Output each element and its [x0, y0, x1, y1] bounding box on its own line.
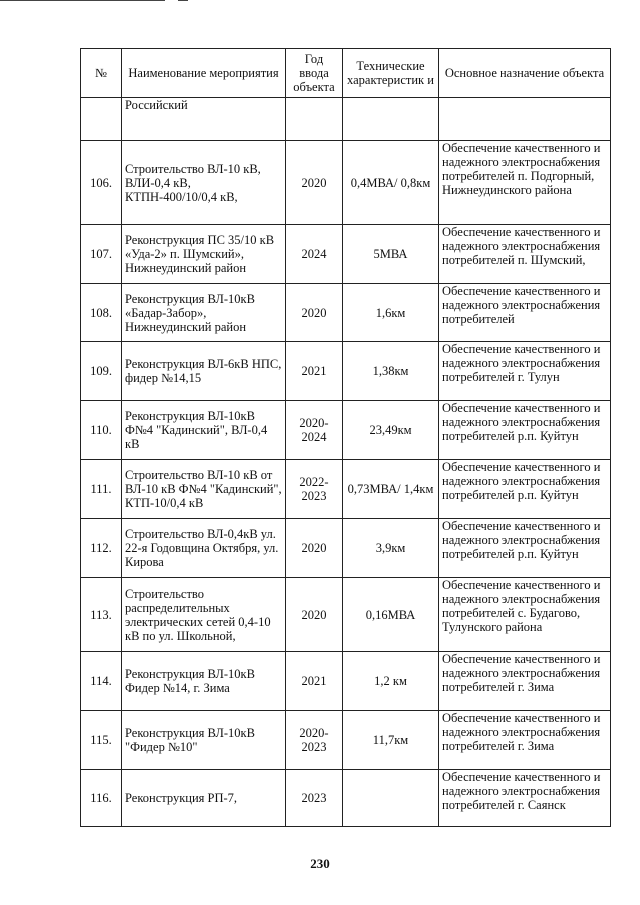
- row-purpose: Обеспечение качественного и надежного электроснабжения потребителей п. Подгорный, Нижнеудинского района: [439, 141, 611, 225]
- header-year: Год ввода объекта: [286, 49, 343, 98]
- table-row: [81, 519, 611, 578]
- row-specs: 11,7км: [343, 711, 439, 770]
- row-year: 2021: [286, 342, 343, 401]
- row-num: 114.: [81, 652, 122, 711]
- page-number: 230: [310, 856, 330, 871]
- row-purpose: Обеспечение качественного и надежного электроснабжения потребителей г. Зима: [439, 711, 611, 770]
- table-row: [81, 401, 611, 460]
- row-specs: 1,38км: [343, 342, 439, 401]
- row-num: 112.: [81, 519, 122, 578]
- row-name: Реконструкция ВЛ-10кВ «Бадар-Забор», Нижнеудинский район: [122, 284, 286, 342]
- row-purpose: Обеспечение качественного и надежного электроснабжения потребителей р.п. Куйтун: [439, 401, 611, 460]
- header-specs: Технические характеристик и: [343, 49, 439, 98]
- row-name: Российский: [122, 98, 286, 141]
- row-year: 2020: [286, 284, 343, 342]
- row-specs: 0,4МВА/ 0,8км: [343, 141, 439, 225]
- row-specs: [343, 98, 439, 141]
- table-row: [81, 460, 611, 519]
- row-purpose: [439, 98, 611, 141]
- row-year: 2020-2023: [286, 711, 343, 770]
- scan-edge-line: [178, 0, 188, 1]
- table-row: [81, 284, 611, 342]
- row-purpose: Обеспечение качественного и надежного электроснабжения потребителей: [439, 284, 611, 342]
- row-purpose: Обеспечение качественного и надежного электроснабжения потребителей г. Тулун: [439, 342, 611, 401]
- row-num: 115.: [81, 711, 122, 770]
- header-purpose: Основное назначение объекта: [439, 49, 611, 98]
- row-specs: 1,6км: [343, 284, 439, 342]
- row-specs: 5МВА: [343, 225, 439, 284]
- row-purpose: Обеспечение качественного и надежного электроснабжения потребителей г. Саянск: [439, 770, 611, 827]
- row-specs: 3,9км: [343, 519, 439, 578]
- row-specs: 1,2 км: [343, 652, 439, 711]
- row-name: Реконструкция ВЛ-10кВ Ф№4 "Кадинский", ВЛ-0,4 кВ: [122, 401, 286, 460]
- row-year: 2020-2024: [286, 401, 343, 460]
- continuation-row: [81, 98, 611, 141]
- row-name: Строительство ВЛ-0,4кВ ул. 22-я Годовщина Октября, ул. Кирова: [122, 519, 286, 578]
- row-specs: 0,16МВА: [343, 578, 439, 652]
- row-specs: [343, 770, 439, 827]
- row-year: 2024: [286, 225, 343, 284]
- row-year: 2020: [286, 578, 343, 652]
- row-name: Реконструкция ВЛ-10кВ Фидер №14, г. Зима: [122, 652, 286, 711]
- row-name: Реконструкция ВЛ-10кВ "Фидер №10": [122, 711, 286, 770]
- row-name: Реконструкция ВЛ-6кВ НПС, фидер №14,15: [122, 342, 286, 401]
- row-year: 2020: [286, 519, 343, 578]
- row-name: Строительство распределительных электрических сетей 0,4-10 кВ по ул. Школьной,: [122, 578, 286, 652]
- row-purpose: Обеспечение качественного и надежного электроснабжения потребителей с. Будагово, Тулунского района: [439, 578, 611, 652]
- header-name: Наименование мероприятия: [122, 49, 286, 98]
- row-num: 106.: [81, 141, 122, 225]
- header-row: [81, 49, 611, 98]
- table-row: [81, 711, 611, 770]
- row-num: 107.: [81, 225, 122, 284]
- row-name: Реконструкция ПС 35/10 кВ «Уда-2» п. Шумский», Нижнеудинский район: [122, 225, 286, 284]
- row-purpose: Обеспечение качественного и надежного электроснабжения потребителей р.п. Куйтун: [439, 519, 611, 578]
- row-name: Строительство ВЛ-10 кВ, ВЛИ-0,4 кВ, КТПН-400/10/0,4 кВ,: [122, 141, 286, 225]
- row-purpose: Обеспечение качественного и надежного электроснабжения потребителей п. Шумский,: [439, 225, 611, 284]
- row-num: 109.: [81, 342, 122, 401]
- row-year: 2021: [286, 652, 343, 711]
- header-num: №: [81, 49, 122, 98]
- row-num: 113.: [81, 578, 122, 652]
- row-num: 108.: [81, 284, 122, 342]
- row-num: 110.: [81, 401, 122, 460]
- table-row: [81, 141, 611, 225]
- row-num: 116.: [81, 770, 122, 827]
- row-year: 2022-2023: [286, 460, 343, 519]
- table-row: [81, 225, 611, 284]
- table-row: [81, 652, 611, 711]
- scan-edge-line: [0, 0, 165, 1]
- measures-table: [80, 48, 611, 827]
- row-purpose: Обеспечение качественного и надежного электроснабжения потребителей г. Зима: [439, 652, 611, 711]
- row-name: Реконструкция РП-7,: [122, 770, 286, 827]
- row-year: 2020: [286, 141, 343, 225]
- row-year: 2023: [286, 770, 343, 827]
- row-name: Строительство ВЛ-10 кВ от ВЛ-10 кВ Ф№4 "Кадинский", КТП-10/0,4 кВ: [122, 460, 286, 519]
- row-num: [81, 98, 122, 141]
- row-specs: 23,49км: [343, 401, 439, 460]
- row-purpose: Обеспечение качественного и надежного электроснабжения потребителей р.п. Куйтун: [439, 460, 611, 519]
- row-num: 111.: [81, 460, 122, 519]
- table-row: [81, 770, 611, 827]
- table-row: [81, 578, 611, 652]
- table-row: [81, 342, 611, 401]
- row-specs: 0,73МВА/ 1,4км: [343, 460, 439, 519]
- row-year: [286, 98, 343, 141]
